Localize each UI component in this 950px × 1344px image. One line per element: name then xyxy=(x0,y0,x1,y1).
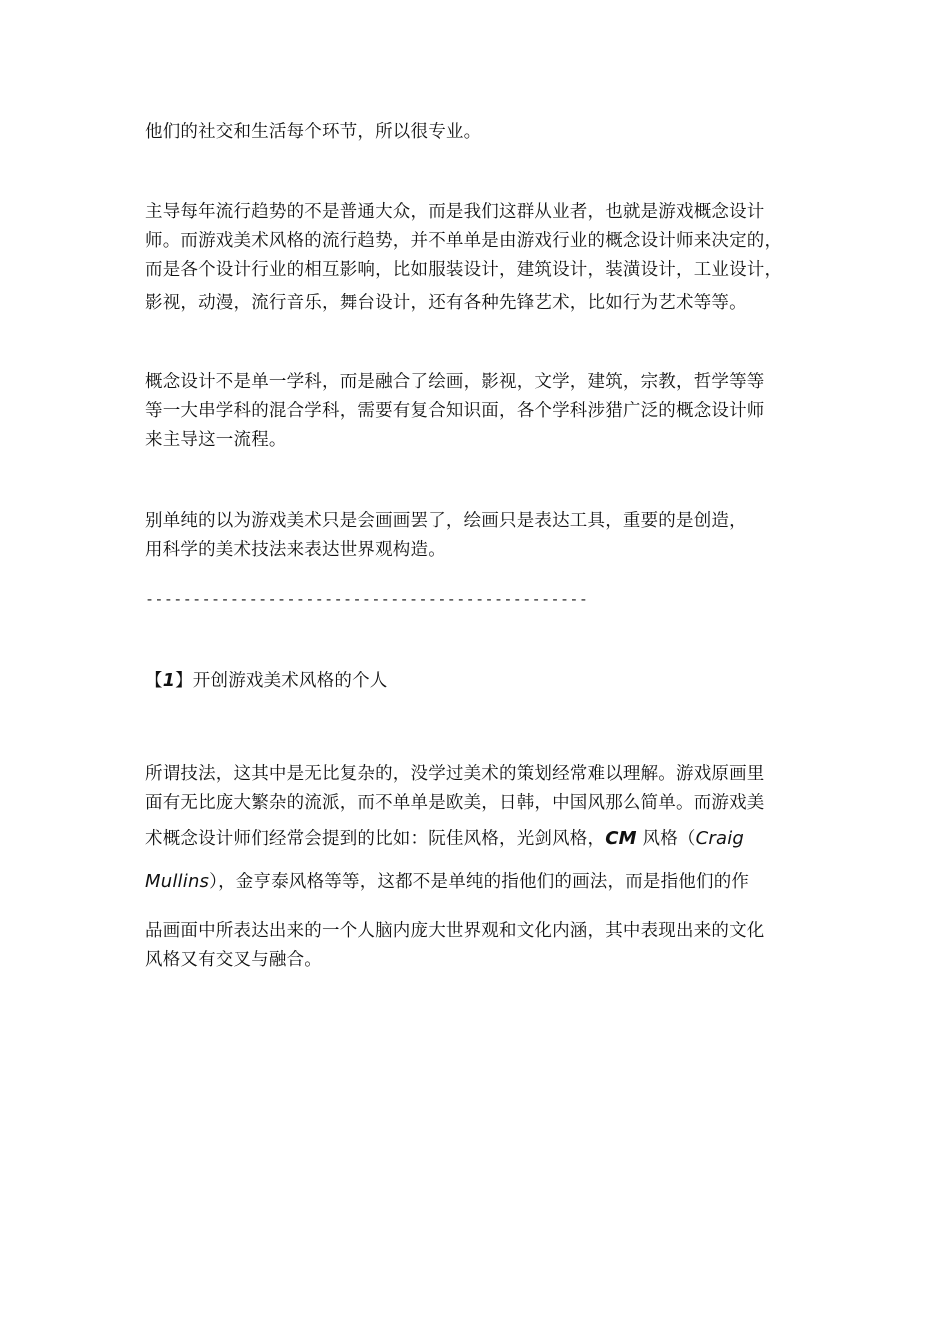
para4-line-2: 用科学的美术技法来表达世界观构造。 xyxy=(145,540,446,560)
heading-number: 1 xyxy=(162,671,176,691)
para3-line-3: 来主导这一流程。 xyxy=(145,430,287,450)
para5-line-5: 品画面中所表达出来的一个人脑内庞大世界观和文化内涵，其中表现出来的文化 xyxy=(145,921,765,941)
para5-line-2: 面有无比庞大繁杂的流派，而不单单是欧美，日韩，中国风那么简单。而游戏美 xyxy=(145,793,765,813)
para5-line-3-text-b: 风格（ xyxy=(636,829,696,849)
para3-line-1: 概念设计不是单一学科，而是融合了绘画，影视，文学，建筑，宗教，哲学等等 xyxy=(145,372,765,392)
para1-line-1: 他们的社交和生活每个环节，所以很专业。 xyxy=(145,122,482,142)
dashed-divider: ----------------------------------------------- xyxy=(145,590,589,608)
para5-line-6: 风格又有交叉与融合。 xyxy=(145,950,322,970)
section-heading xyxy=(145,669,388,693)
para5-line-3 xyxy=(145,827,744,851)
para2-line-2: 师。而游戏美术风格的流行趋势，并不单单是由游戏行业的概念设计师来决定的， xyxy=(145,231,783,251)
para5-line-1: 所谓技法，这其中是无比复杂的，没学过美术的策划经常难以理解。游戏原画里 xyxy=(145,764,765,784)
para4-line-1: 别单纯的以为游戏美术只是会画画罢了，绘画只是表达工具，重要的是创造， xyxy=(145,511,747,531)
para5-line-4 xyxy=(145,870,749,894)
craig-name: Craig xyxy=(695,828,745,849)
para3-line-2: 等一大串学科的混合学科，需要有复合知识面，各个学科涉猎广泛的概念设计师 xyxy=(145,401,765,421)
heading-title: 开创游戏美术风格的个人 xyxy=(192,671,388,691)
heading-bracket-open: 【 xyxy=(145,671,163,691)
para2-line-4: 影视，动漫，流行音乐，舞台设计，还有各种先锋艺术，比如行为艺术等等。 xyxy=(145,293,747,313)
para2-line-3: 而是各个设计行业的相互影响，比如服装设计，建筑设计，装潢设计，工业设计， xyxy=(145,260,783,280)
heading-bracket-close: 】 xyxy=(175,671,193,691)
para5-line-3-text-a: 术概念设计师们经常会提到的比如：阮佳风格，光剑风格， xyxy=(145,829,606,849)
cm-abbrev: CM xyxy=(605,828,637,849)
para2-line-1: 主导每年流行趋势的不是普通大众，而是我们这群从业者，也就是游戏概念设计 xyxy=(145,202,765,222)
para5-line-4-text: ），金亨泰风格等等，这都不是单纯的指他们的画法，而是指他们的作 xyxy=(209,872,750,892)
mullins-name: Mullins xyxy=(145,871,210,892)
